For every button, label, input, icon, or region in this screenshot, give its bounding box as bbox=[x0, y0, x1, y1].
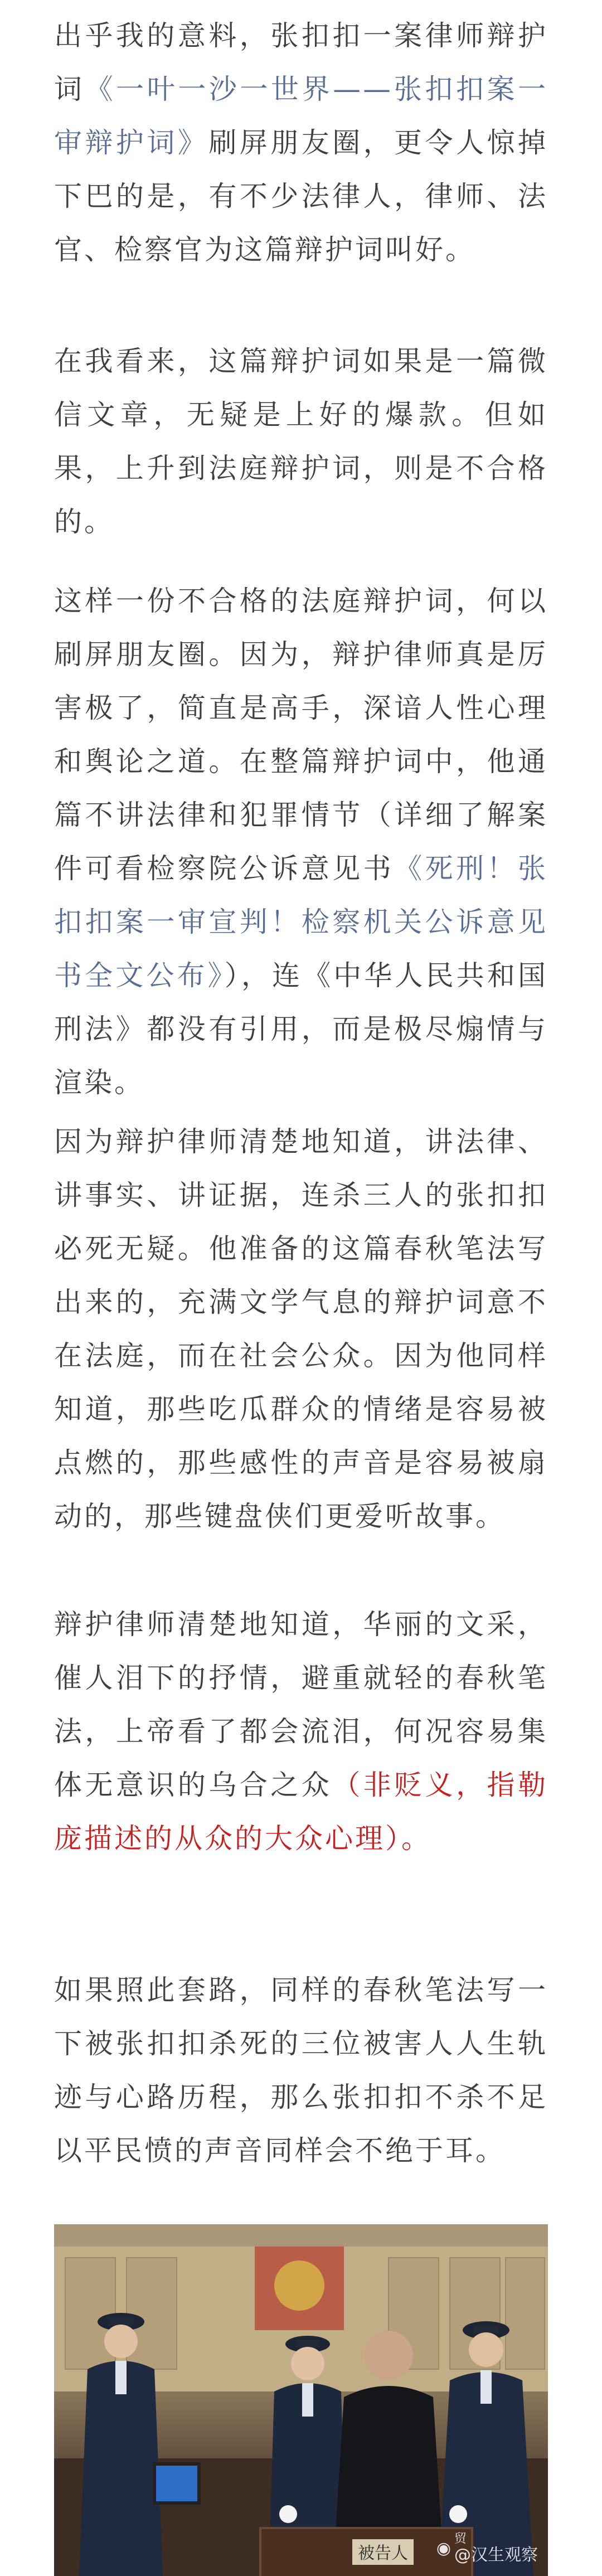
article-link-prosecution-opinion[interactable]: 《死刑！张扣扣案一审宣判！检察机关公诉意见书全文公布》 bbox=[54, 852, 548, 992]
weibo-icon: ◉ bbox=[436, 2539, 451, 2558]
ceiling-strip bbox=[54, 2224, 548, 2247]
article-link-defense-statement[interactable]: 《一叶一沙一世界——张扣扣案一审辩护词》 bbox=[54, 73, 548, 159]
paragraph-2: 在我看来，这篇辩护词如果是一篇微信文章，无疑是上好的爆款。但如果，上升到法庭辩护词，则是不合格的。 bbox=[54, 345, 548, 538]
emblem-icon bbox=[274, 2260, 324, 2311]
paragraph-3-text-a: 这样一份不合格的法庭辩护词，何以刷屏朋友圈。因为，辩护律师真是厉害极了，简直是高手，深谙人性心理和舆论之道。在整篇辩护词中，他通篇不讲法律和犯罪情节（详细了解案件可看检察院公诉意见书 bbox=[54, 585, 548, 885]
watermark-account: @汉生观察 bbox=[454, 2545, 538, 2565]
paragraph-1-text-b: 刷屏朋友圈，更令人惊掉下巴的是，有不少法律人，律师、法官、检察官为这篇辩护词叫好。 bbox=[54, 127, 548, 266]
paragraph-5-red-note: （非贬义，指勒庞描述的从众的大众心理）。 bbox=[54, 1769, 548, 1855]
monitor bbox=[154, 2464, 199, 2503]
courtroom-illustration bbox=[54, 2224, 548, 2576]
defendant-sign-text: 被告人 bbox=[358, 2544, 408, 2563]
glove bbox=[279, 2505, 297, 2523]
watermark-top: 贸 bbox=[454, 2532, 467, 2546]
paragraph-1 bbox=[54, 9, 548, 276]
courtroom-photo[interactable] bbox=[54, 2224, 548, 2576]
paragraph-3 bbox=[54, 574, 548, 1109]
paragraph-5-text: 辩护律师清楚地知道，华丽的文采，催人泪下的抒情，避重就轻的春秋笔法，上帝看了都会流泪，何况容易集体无意识的乌合之众 bbox=[54, 1608, 548, 1801]
paragraph-1-text-a: 出乎我的意料，张扣扣一案律师辩护词 bbox=[54, 20, 548, 105]
watermark bbox=[436, 2533, 538, 2565]
paragraph-5 bbox=[54, 1598, 548, 1865]
glove bbox=[449, 2505, 467, 2523]
paragraph-4: 因为辩护律师清楚地知道，讲法律、讲事实、讲证据，连杀三人的张扣扣必死无疑。他准备的这篇春秋笔法写出来的，充满文学气息的辩护词意不在法庭，而在社会公众。因为他同样知道，那些吃瓜群众的情绪是容易被点燃的，那些感性的声音是容易被扇动的，那些键盘侠们更爱听故事。 bbox=[54, 1126, 548, 1532]
paragraph-6: 如果照此套路，同样的春秋笔法写一下被张扣扣杀死的三位被害人人生轨迹与心路历程，那么张扣扣不杀不足以平民愤的声音同样会不绝于耳。 bbox=[54, 1974, 548, 2167]
paragraph-3-text-b: ），连《中华人民共和国刑法》都没有引用，而是极尽煽情与渲染。 bbox=[54, 959, 548, 1099]
watermark-text bbox=[454, 2533, 538, 2565]
